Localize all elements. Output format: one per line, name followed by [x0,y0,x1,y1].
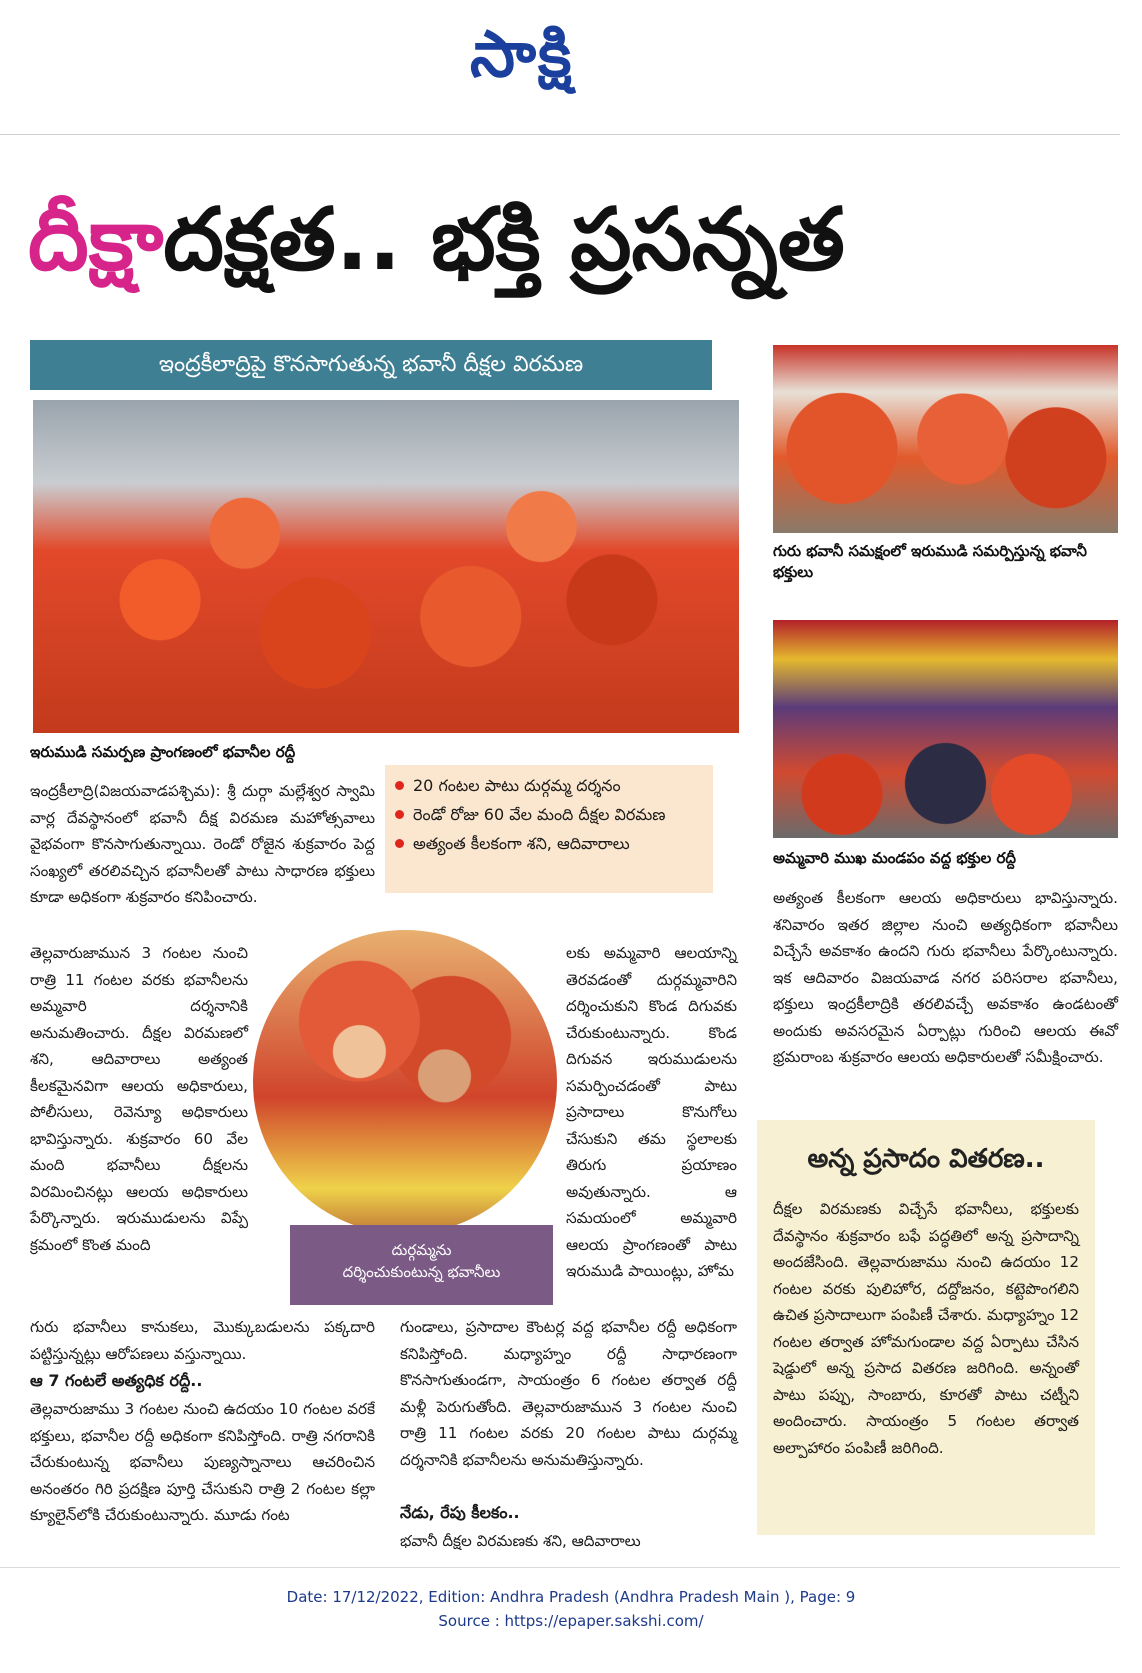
article-col2-subhead: నేడు, రేపు కీలకం.. [400,1503,520,1522]
article-col2-para1: లకు అమ్మవారి ఆలయాన్ని తెరవడంతో దుర్గమ్మవారిని దర్శించుకుని కొండ దిగువకు చేరుకుంటున్నారు. కొండ దిగువన ఇరుముడులను సమర్పించడంతో పాటు ప్రసాదాలు కొనుగోలు చేసుకుని తమ స్థలాలకు తిరుగు ప్రయాణం అవుతున్నారు. ఆ సమయంలో అమ్మవారి ఆలయ ప్రాంగణంతో పాటు ఇరుముడి పాయింట్లు, హోమ [566,944,737,1280]
main-crowd-photo [33,400,739,733]
article-col2-para3: భవానీ దీక్షల విరమణకు శని, ఆదివారాలు [400,1532,641,1550]
footer-source-link[interactable]: Source : https://epaper.sakshi.com/ [438,1612,704,1630]
article-col1-para1: తెల్లవారుజామున 3 గంటల నుంచి రాత్రి 11 గంటల వరకు భవానీలను అమ్మవారి దర్శనానికి అనుమతించారు. దీక్షల విరమణలో శని, ఆదివారాలు అత్యంత కీలకమైనవిగా ఆలయ అధికారులు, పోలీసులు, రెవెన్యూ అధికారులు భావిస్తున్నారు. శుక్రవారం 60 వేల మంది భవానీలు దీక్షలను విరమించినట్లు ఆలయ అధికారులు పేర్కొన్నారు. ఇరుముడులను విప్పే క్రమంలో కొంత మంది [30,944,248,1254]
headline-pink: దీక్షా [28,190,164,290]
masthead-divider [0,134,1120,135]
footer-divider [0,1567,1120,1568]
temple-photo-caption: అమ్మవారి ముఖ మండపం వద్ద భక్తుల రద్దీ [773,849,1016,867]
masthead [0,0,1142,130]
highlights-box [385,765,713,893]
guru-photo [773,345,1118,533]
highlight-item: రెండో రోజు 60 వేల మంది దీక్షల విరమణ [395,800,703,829]
highlight-item: 20 గంటల పాటు దుర్గమ్మ దర్శనం [395,771,703,800]
circle-photo-caption: దుర్గమ్మను దర్శించుకుంటున్న భవానీలు [290,1225,553,1305]
guru-photo-caption: గురు భవానీ సమక్షంలో ఇరుముడి సమర్పిస్తున్న భవానీ భక్తులు [773,542,1087,581]
main-photo-caption: ఇరుముడి సమర్పణ ప్రాంగణంలో భవానీల రద్దీ [30,743,296,761]
article-col3-para1: అత్యంత కీలకంగా ఆలయ అధికారులు భావిస్తున్నారు. శనివారం ఇతర జిల్లాల నుంచి అత్యధికంగా భవానీలు విచ్చేసే అవకాశం ఉందని గురు భవానీలు పేర్కొంటున్నారు. ఇక ఆదివారం విజయవాడ నగర పరిసరాల భవానీలు, భక్తులు ఇంద్రకీలాద్రికి తరలివచ్చే అవకాశం ఉండటంతో అందుకు అవసరమైన ఏర్పాట్లు గురించి ఆలయ ఈవో భ్రమరాంబ శుక్రవారం ఆలయ అధికారులతో సమీక్షించారు. [773,889,1118,1066]
highlight-item: అత్యంత కీలకంగా శని, ఆదివారాలు [395,829,703,858]
footer-date-edition: Date: 17/12/2022, Edition: Andhra Pradesh (Andhra Pradesh Main ), Page: 9 [286,1588,856,1606]
article-col1-subhead: ఆ 7 గంటలే అత్యధిక రద్దీ.. [30,1371,203,1390]
bullet-icon [395,810,404,819]
article-col1-para3: తెల్లవారుజాము 3 గంటల నుంచి ఉదయం 10 గంటల వరకే భక్తులు, భవానీల రద్దీ అధికంగా కనిపిస్తోంది. రాత్రి నగరానికి చేరుకుంటున్న భవానీలు పుణ్యస్నానాలు ఆచరించిన అనంతరం గిరి ప్రదక్షిణ పూర్తి చేసుకుని రాత్రి 2 గంటల కల్లా క్యూలైన్‌లోకి చేరుకుంటున్నారు. మూడు గంట [30,1400,375,1524]
bullet-icon [395,781,404,790]
headline [28,170,1108,310]
subheadline-banner: ఇంద్రకీలాద్రిపై కొనసాగుతున్న భవానీ దీక్షల విరమణ [30,340,712,390]
sakshi-logo: సాక్షి [470,18,574,92]
devotees-circle-photo [253,930,557,1234]
sidebox-title: అన్న ప్రసాదం వితరణ.. [807,1144,1045,1174]
headline-rest: దక్షత.. భక్తి ప్రసన్నత [163,190,845,290]
article-col1-intro: ఇంద్రకీలాద్రి(విజయవాడపశ్చిమ): శ్రీ దుర్గా మల్లేశ్వర స్వామి వార్ల దేవస్థానంలో భవానీ దీక్ష విరమణ మహోత్సవాలు వైభవంగా కొనసాగుతున్నాయి. రెండో రోజైన శుక్రవారం పెద్ద సంఖ్యలో తరలివచ్చిన భవానీలతో పాటు సాధారణ భక్తులు కూడా అధికంగా శుక్రవారం కనిపించారు. [30,782,375,906]
temple-photo [773,620,1118,838]
sidebox-text: దీక్షల విరమణకు విచ్చేసే భవానీలు, భక్తులకు దేవస్థానం శుక్రవారం బఫే పద్ధతిలో అన్న ప్రసాదాన్ని అందజేసింది. తెల్లవారుజాము నుంచి ఉదయం 12 గంటల వరకు పులిహోర, దద్దోజనం, కట్టెపొంగలిని ఉచిత ప్రసాదాలుగా పంపిణీ చేశారు. మధ్యాహ్నం 12 గంటల తర్వాత హోమగుండాల వద్ద ఏర్పాటు చేసిన షెడ్డులో అన్న ప్రసాద వితరణ జరిగింది. అన్నంతో పాటు పప్పు, సాంబారు, కూరతో పాటు చట్నీని అందించారు. సాయంత్రం 5 గంటల తర్వాత అల్పాహారం పంపిణీ జరిగింది. [773,1200,1079,1457]
article-col1-para2: గురు భవానీలు కానుకలు, మొక్కుబడులను పక్కదారి పట్టిస్తున్నట్లు ఆరోపణలు వస్తున్నాయి. [30,1318,375,1363]
article-col2-para2: గుండాలు, ప్రసాదాల కౌంటర్ల వద్ద భవానీల రద్దీ అధికంగా కనిపిస్తోంది. మధ్యాహ్నం రద్దీ సాధారణంగా కొనసాగుతుండగా, సాయంత్రం 6 గంటల తర్వాత రద్దీ మళ్లీ పెరుగుతోంది. తెల్లవారుజామున 3 గంటల నుంచి రాత్రి 11 గంటల వరకు 20 గంటల పాటు దుర్గమ్మ దర్శనానికి భవానీలను అనుమతిస్తున్నారు. [400,1318,737,1469]
anna-prasadam-box [757,1120,1095,1535]
bullet-icon [395,839,404,848]
